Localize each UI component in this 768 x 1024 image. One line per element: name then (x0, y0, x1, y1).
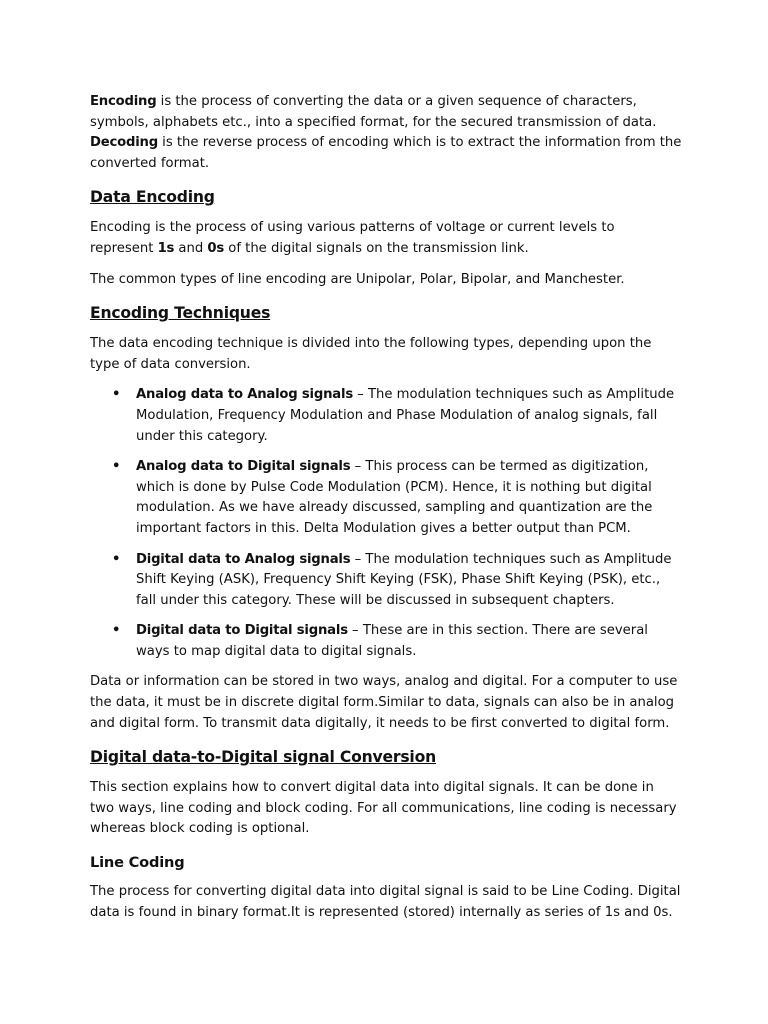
list-item-text: – The modulation techniques such as Amplitude Shift Keying (ASK), Frequency Shift Keying (FSK), Phase Shift Keying (PSK), etc., fall under this category. These will be discussed in subsequent chapters. (136, 551, 672, 608)
bullet-icon: • (112, 623, 121, 639)
techniques-outro-paragraph: Data or information can be stored in two ways, analog and digital. For a computer to use the data, it must be in discrete digital form.Similar to data, signals can also be in analog and digital form. To transmit data digitally, it needs to be first converted to digital form. (90, 674, 678, 731)
techniques-list (90, 385, 682, 662)
list-item-term: Digital data to Digital signals (136, 623, 348, 639)
heading-encoding-techniques: Encoding Techniques (90, 304, 271, 323)
decoding-term: Decoding (90, 135, 158, 151)
data-encoding-paragraph-1 (90, 218, 682, 259)
list-item-term: Analog data to Analog signals (136, 387, 353, 403)
list-item (112, 385, 682, 447)
list-item (112, 550, 682, 612)
encoding-term: Encoding (90, 94, 157, 109)
data-encoding-paragraph-2: The common types of line encoding are Unipolar, Polar, Bipolar, and Manchester. (90, 271, 625, 287)
bullet-icon: • (112, 387, 121, 403)
list-item-term: Analog data to Digital signals (136, 459, 351, 475)
list-item-text: – This process can be termed as digitization, which is done by Pulse Code Modulation (PCM). Hence, it is nothing but digital modulation. As we have already discussed, sampling and quantization are the important factors in this. Delta Modulation gives a better output than PCM. (136, 459, 653, 536)
list-item (112, 457, 682, 539)
heading-line-coding: Line Coding (90, 854, 185, 872)
list-item-text: – The modulation techniques such as Amplitude Modulation, Frequency Modulation and Phase Modulation of analog signals, fall under this category. (136, 387, 675, 444)
de-text-d: of the digital signals on the transmission link. (224, 240, 529, 256)
document-page (90, 92, 682, 923)
de-text-a: Encoding is the process of using various patterns of voltage or current levels to represent (90, 220, 615, 256)
techniques-intro-paragraph: The data encoding technique is divided into the following types, depending upon the type of data conversion. (90, 336, 652, 372)
de-bold-0s: 0s (207, 240, 225, 256)
heading-digital-to-digital-conversion: Digital data-to-Digital signal Conversion (90, 748, 436, 767)
de-text-c: and (174, 240, 208, 256)
intro-text-2: is the reverse process of encoding which is to extract the information from the converted format. (90, 135, 682, 171)
list-item-text: – These are in this section. There are several ways to map digital data to digital signals. (136, 623, 648, 659)
intro-text-1: is the process of converting the data or a given sequence of characters, symbols, alphabets etc., into a specified format, for the secured transmission of data. (90, 94, 657, 130)
heading-data-encoding: Data Encoding (90, 188, 215, 207)
list-item (112, 621, 682, 662)
intro-paragraph (90, 92, 682, 174)
de-bold-1s: 1s (157, 240, 175, 256)
d2d-paragraph: This section explains how to convert digital data into digital signals. It can be done in two ways, line coding and block coding. For all communications, line coding is necessary whereas block coding is optional. (90, 780, 677, 837)
list-item-term: Digital data to Analog signals (136, 551, 351, 567)
bullet-icon: • (112, 459, 121, 475)
line-coding-paragraph: The process for converting digital data into digital signal is said to be Line Coding. Digital data is found in binary format.It is represented (stored) internally as series of 1s and 0s. (90, 884, 681, 920)
bullet-icon: • (112, 551, 121, 567)
